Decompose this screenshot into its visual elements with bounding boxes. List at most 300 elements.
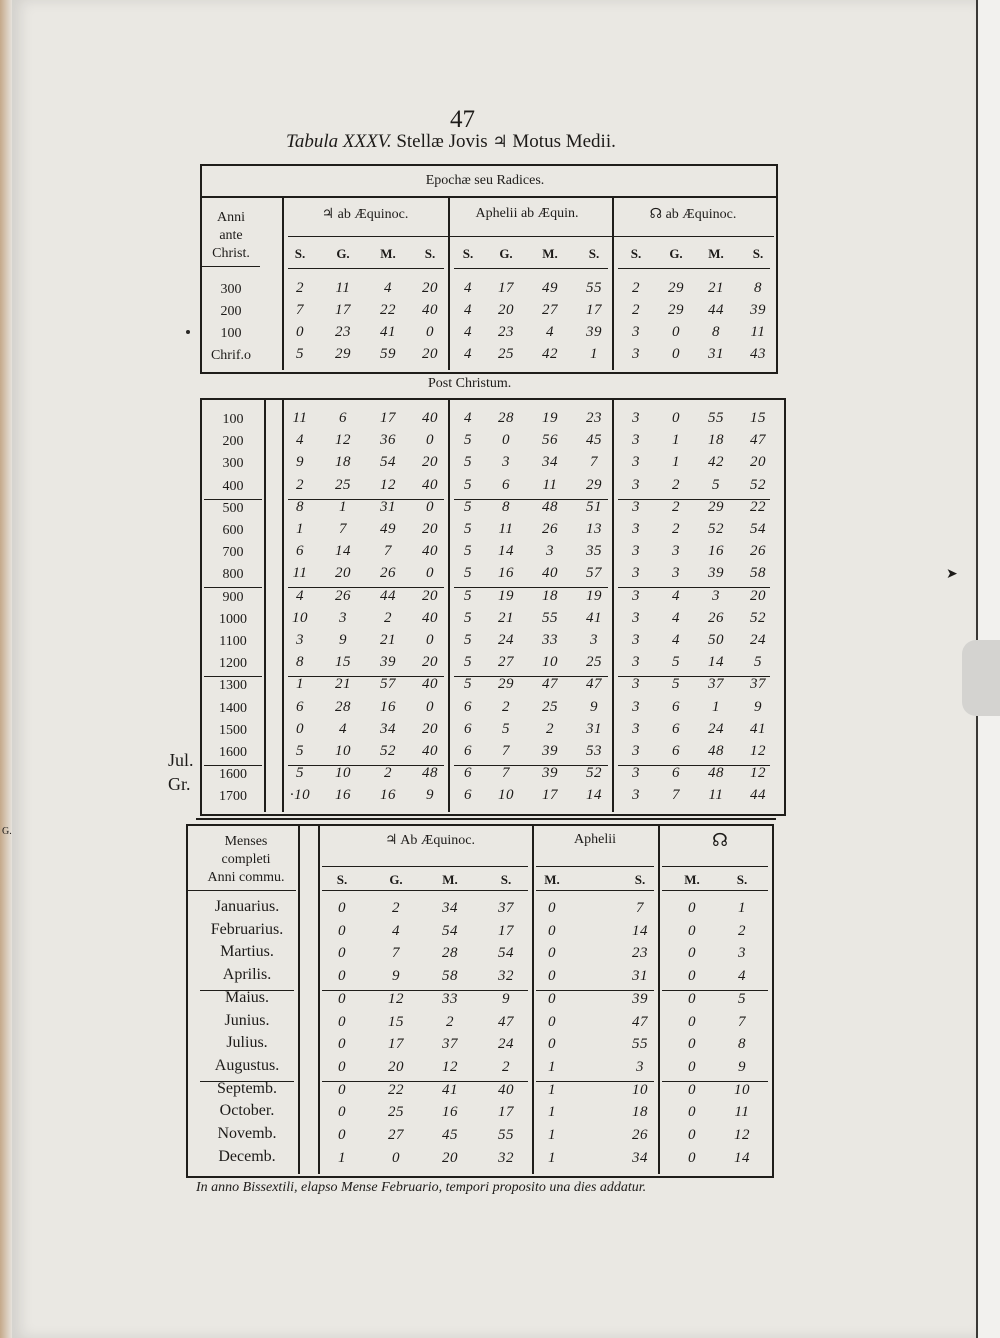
value-cell: 3 xyxy=(632,454,640,471)
value-cell: 40 xyxy=(422,410,438,426)
value-cell: 10 xyxy=(632,1081,648,1098)
value-cell: 0 xyxy=(296,324,304,340)
value-cell: 55 xyxy=(708,410,724,426)
value-cell: 6 xyxy=(672,765,680,782)
value-cell: 36 xyxy=(380,432,396,449)
value-cell: 5 xyxy=(502,720,510,737)
year-label: 100 xyxy=(222,412,244,427)
value-cell: 52 xyxy=(750,476,766,493)
value-cell: 0 xyxy=(688,945,696,962)
value-cell: 0 xyxy=(426,498,434,515)
value-cell: 27 xyxy=(388,1127,404,1143)
unit-header: S. xyxy=(630,246,642,261)
month-label: Aprilis. xyxy=(222,966,272,984)
value-cell: 1 xyxy=(548,1149,556,1166)
value-cell: 48 xyxy=(422,765,438,782)
page-number: 47 xyxy=(450,106,475,133)
jupiter-group-header: ♃ ab Æquinoc. xyxy=(321,207,409,222)
value-cell: 20 xyxy=(422,280,438,296)
value-cell: 47 xyxy=(586,676,602,693)
value-cell: 0 xyxy=(688,990,696,1007)
value-cell: 21 xyxy=(380,632,396,648)
rule xyxy=(536,866,654,867)
value-cell: 3 xyxy=(632,743,640,759)
year-label: 200 xyxy=(222,434,244,450)
unit-header: M. xyxy=(708,246,724,261)
value-cell: 4 xyxy=(464,302,472,318)
value-cell: 47 xyxy=(750,432,766,449)
value-cell: 5 xyxy=(296,346,304,362)
value-cell: 1 xyxy=(712,698,720,715)
footnote: In anno Bissextili, elapso Mense Februario, tempori proposito una dies addatur. xyxy=(196,1180,647,1195)
value-cell: 14 xyxy=(498,543,514,560)
unit-header: M. xyxy=(442,872,458,887)
value-cell: 40 xyxy=(422,476,438,493)
value-cell: 54 xyxy=(750,521,766,537)
value-cell: 23 xyxy=(498,324,514,340)
value-cell: 8 xyxy=(754,280,762,296)
value-cell: 47 xyxy=(498,1013,514,1030)
value-cell: 3 xyxy=(632,498,640,515)
value-cell: 45 xyxy=(442,1127,458,1143)
value-cell: 3 xyxy=(632,765,640,782)
value-cell: 6 xyxy=(464,765,472,782)
value-cell: 11 xyxy=(292,565,308,582)
value-cell: 9 xyxy=(339,632,347,648)
value-cell: 14 xyxy=(586,787,602,804)
rule xyxy=(322,866,528,867)
unit-header: S. xyxy=(752,246,764,261)
rule xyxy=(612,400,614,812)
post-caption: Post Christum. xyxy=(428,376,512,391)
rule xyxy=(288,268,444,269)
value-cell: 0 xyxy=(338,945,346,962)
value-cell: 39 xyxy=(632,990,648,1007)
year-label: 900 xyxy=(222,589,244,605)
value-cell: 22 xyxy=(388,1081,404,1098)
month-label: Novemb. xyxy=(217,1125,277,1142)
value-cell: 17 xyxy=(542,787,558,804)
value-cell: 37 xyxy=(498,900,514,916)
value-cell: 2 xyxy=(672,521,680,537)
value-cell: 17 xyxy=(498,922,514,939)
year-label: Chrif.o xyxy=(210,348,252,363)
value-cell: 0 xyxy=(688,1127,696,1143)
value-cell: 29 xyxy=(708,498,724,515)
value-cell: 49 xyxy=(542,280,558,296)
value-cell: 1 xyxy=(548,1058,556,1075)
value-cell: 7 xyxy=(339,521,347,537)
aphelii-group-header: Aphelii ab Æquin. xyxy=(475,206,579,221)
month-label: Martius. xyxy=(220,943,274,961)
value-cell: 52 xyxy=(380,743,396,759)
value-cell: 3 xyxy=(546,543,554,560)
year-label: 1200 xyxy=(219,656,247,672)
value-cell: 3 xyxy=(712,587,720,604)
unit-header: G. xyxy=(336,246,350,261)
year-label: 1600 xyxy=(219,767,247,783)
year-label: 200 xyxy=(220,304,242,319)
value-cell: 1 xyxy=(590,346,598,362)
value-cell: 34 xyxy=(442,900,458,916)
value-cell: 4 xyxy=(464,324,472,340)
value-cell: 5 xyxy=(464,432,472,449)
value-cell: 4 xyxy=(392,922,400,939)
menses-label: Menses xyxy=(224,834,268,849)
value-cell: 6 xyxy=(464,720,472,737)
value-cell: 8 xyxy=(296,654,304,671)
month-label: Decemb. xyxy=(218,1147,276,1165)
title-motus: Motus Medii. xyxy=(512,131,616,152)
rule xyxy=(318,826,320,1174)
value-cell: 21 xyxy=(335,676,351,693)
value-cell: 37 xyxy=(442,1036,458,1053)
value-cell: 8 xyxy=(738,1036,746,1053)
year-label: 100 xyxy=(220,326,242,341)
value-cell: 3 xyxy=(502,454,510,471)
value-cell: 20 xyxy=(498,302,514,318)
value-cell: 24 xyxy=(708,720,724,737)
value-cell: 11 xyxy=(708,787,724,804)
value-cell: 2 xyxy=(392,900,400,916)
value-cell: 2 xyxy=(546,720,554,737)
value-cell: 4 xyxy=(672,609,680,626)
value-cell: 5 xyxy=(464,654,472,671)
value-cell: 8 xyxy=(502,498,510,515)
value-cell: 0 xyxy=(338,1127,346,1143)
value-cell: 21 xyxy=(708,280,724,296)
value-cell: 7 xyxy=(738,1013,746,1030)
value-cell: 32 xyxy=(498,968,514,985)
value-cell: 0 xyxy=(688,922,696,939)
value-cell: 0 xyxy=(338,968,346,985)
value-cell: 3 xyxy=(636,1058,644,1075)
value-cell: 0 xyxy=(338,922,346,939)
completi-label: completi xyxy=(221,852,271,867)
value-cell: 0 xyxy=(392,1149,400,1166)
value-cell: 6 xyxy=(672,698,680,715)
value-cell: 20 xyxy=(422,454,438,471)
value-cell: 5 xyxy=(738,990,746,1007)
value-cell: 42 xyxy=(542,346,558,362)
value-cell: 52 xyxy=(750,609,766,626)
value-cell: 28 xyxy=(442,945,458,962)
rule xyxy=(662,890,768,891)
value-cell: 31 xyxy=(708,346,724,362)
value-cell: 1 xyxy=(296,676,304,693)
value-cell: 7 xyxy=(502,765,510,782)
value-cell: 4 xyxy=(546,324,554,340)
value-cell: 10 xyxy=(734,1081,750,1098)
value-cell: 10 xyxy=(335,765,351,782)
value-cell: 16 xyxy=(380,698,396,715)
value-cell: 7 xyxy=(502,743,510,759)
value-cell: 18 xyxy=(335,454,351,471)
value-cell: 1 xyxy=(548,1104,556,1121)
value-cell: 0 xyxy=(426,698,434,715)
month-label: Junius. xyxy=(224,1011,270,1029)
value-cell: 26 xyxy=(750,543,766,560)
value-cell: 14 xyxy=(734,1149,750,1166)
value-cell: 41 xyxy=(442,1081,458,1098)
value-cell: 13 xyxy=(586,521,602,537)
value-cell: 25 xyxy=(542,698,558,715)
value-cell: 3 xyxy=(632,476,640,493)
value-cell: 16 xyxy=(442,1104,458,1121)
value-cell: 12 xyxy=(750,765,766,782)
margin-letter: G. xyxy=(2,826,12,837)
value-cell: 16 xyxy=(380,787,396,804)
epochae-caption: Epochæ seu Radices. xyxy=(425,173,545,188)
rule xyxy=(454,268,608,269)
value-cell: 3 xyxy=(296,632,304,648)
value-cell: 24 xyxy=(498,1036,514,1053)
value-cell: 52 xyxy=(586,765,602,782)
value-cell: 3 xyxy=(632,698,640,715)
value-cell: 3 xyxy=(672,543,680,560)
value-cell: 20 xyxy=(442,1149,458,1166)
value-cell: 47 xyxy=(632,1013,648,1030)
value-cell: 41 xyxy=(380,324,396,340)
value-cell: 56 xyxy=(542,432,558,449)
value-cell: 43 xyxy=(750,346,766,362)
value-cell: 1 xyxy=(548,1081,556,1098)
value-cell: 55 xyxy=(542,609,558,626)
month-label: Maius. xyxy=(225,988,269,1006)
unit-header: S. xyxy=(294,246,306,261)
value-cell: 5 xyxy=(464,587,472,604)
value-cell: 12 xyxy=(380,476,396,493)
value-cell: 3 xyxy=(339,609,347,626)
value-cell: 57 xyxy=(586,565,602,582)
value-cell: 3 xyxy=(632,521,640,537)
value-cell: 5 xyxy=(464,521,472,537)
value-cell: 3 xyxy=(590,632,598,648)
value-cell: 25 xyxy=(388,1104,404,1121)
value-cell: 6 xyxy=(464,698,472,715)
margin-dot xyxy=(186,330,190,334)
unit-header: S. xyxy=(424,246,436,261)
value-cell: 25 xyxy=(335,476,351,493)
value-cell: 0 xyxy=(548,900,556,916)
unit-header: M. xyxy=(544,872,560,887)
value-cell: 19 xyxy=(498,587,514,604)
value-cell: 20 xyxy=(422,346,438,362)
rule xyxy=(536,890,654,891)
value-cell: 3 xyxy=(672,565,680,582)
value-cell: 20 xyxy=(335,565,351,582)
value-cell: 3 xyxy=(632,565,640,582)
value-cell: 17 xyxy=(335,302,351,318)
value-cell: 9 xyxy=(426,787,434,804)
value-cell: 0 xyxy=(548,990,556,1007)
rule xyxy=(204,765,262,766)
value-cell: 1 xyxy=(296,521,304,537)
value-cell: 0 xyxy=(548,922,556,939)
value-cell: 0 xyxy=(688,1036,696,1053)
rule xyxy=(658,826,660,1174)
value-cell: 6 xyxy=(296,698,304,715)
value-cell: 16 xyxy=(708,543,724,560)
value-cell: 2 xyxy=(296,280,304,296)
value-cell: 1 xyxy=(672,432,680,449)
value-cell: 41 xyxy=(750,720,766,737)
value-cell: 0 xyxy=(338,990,346,1007)
value-cell: 2 xyxy=(738,922,746,939)
rule xyxy=(188,890,296,891)
value-cell: 39 xyxy=(542,743,558,759)
value-cell: 48 xyxy=(708,743,724,759)
value-cell: 55 xyxy=(498,1127,514,1143)
value-cell: 15 xyxy=(388,1013,404,1030)
value-cell: 22 xyxy=(750,498,766,515)
value-cell: 0 xyxy=(548,1036,556,1053)
title-tabula: Tabula XXXV. xyxy=(286,131,392,152)
rule xyxy=(322,890,528,891)
value-cell: 26 xyxy=(542,521,558,537)
value-cell: 12 xyxy=(335,432,351,449)
rule xyxy=(662,866,768,867)
value-cell: 11 xyxy=(335,280,351,296)
value-cell: 18 xyxy=(542,587,558,604)
value-cell: 19 xyxy=(542,410,558,426)
value-cell: 8 xyxy=(296,498,304,515)
value-cell: 2 xyxy=(632,280,640,296)
value-cell: 5 xyxy=(464,543,472,560)
value-cell: 28 xyxy=(498,410,514,426)
unit-header: M. xyxy=(684,872,700,887)
value-cell: 0 xyxy=(688,900,696,916)
year-label: 400 xyxy=(222,478,244,494)
value-cell: 55 xyxy=(586,280,602,296)
value-cell: 6 xyxy=(464,787,472,804)
value-cell: 8 xyxy=(712,324,720,340)
value-cell: 4 xyxy=(339,720,347,737)
value-cell: 20 xyxy=(422,587,438,604)
value-cell: 2 xyxy=(446,1013,454,1030)
value-cell: 0 xyxy=(502,432,510,449)
value-cell: 49 xyxy=(380,521,396,537)
value-cell: 6 xyxy=(672,720,680,737)
value-cell: 20 xyxy=(422,720,438,737)
value-cell: 23 xyxy=(335,324,351,340)
month-label: October. xyxy=(219,1102,275,1120)
value-cell: 15 xyxy=(750,410,766,426)
value-cell: 17 xyxy=(498,1104,514,1121)
value-cell: 51 xyxy=(586,498,602,515)
value-cell: 3 xyxy=(738,945,746,962)
value-cell: 20 xyxy=(422,654,438,671)
value-cell: 2 xyxy=(384,765,392,782)
month-label: Septemb. xyxy=(217,1079,277,1097)
value-cell: 44 xyxy=(380,587,396,604)
value-cell: 54 xyxy=(498,945,514,962)
value-cell: 40 xyxy=(422,743,438,759)
value-cell: 24 xyxy=(750,632,766,648)
value-cell: 2 xyxy=(672,476,680,493)
value-cell: 5 xyxy=(672,654,680,671)
value-cell: 9 xyxy=(754,698,762,715)
value-cell: 47 xyxy=(542,676,558,693)
value-cell: 5 xyxy=(296,765,304,782)
value-cell: 3 xyxy=(632,609,640,626)
christ-label: Christ. xyxy=(212,246,250,261)
value-cell: 5 xyxy=(712,476,720,493)
value-cell: 0 xyxy=(672,346,680,362)
value-cell: 2 xyxy=(672,498,680,515)
value-cell: 7 xyxy=(590,454,598,471)
value-cell: 7 xyxy=(384,543,392,560)
value-cell: 2 xyxy=(632,302,640,318)
value-cell: 29 xyxy=(668,280,684,296)
value-cell: 3 xyxy=(632,432,640,449)
value-cell: 34 xyxy=(632,1149,648,1166)
title-stellae: Stellæ Jovis xyxy=(396,131,488,152)
value-cell: 34 xyxy=(380,720,396,737)
value-cell: 26 xyxy=(335,587,351,604)
value-cell: 5 xyxy=(464,632,472,648)
page-title xyxy=(286,131,616,153)
year-label: 1700 xyxy=(219,789,247,805)
value-cell: 3 xyxy=(632,787,640,804)
value-cell: 40 xyxy=(542,565,558,582)
value-cell: 20 xyxy=(422,521,438,537)
unit-header: S. xyxy=(336,872,348,887)
value-cell: 11 xyxy=(542,476,558,493)
value-cell: 31 xyxy=(586,720,602,737)
value-cell: 53 xyxy=(586,743,602,759)
unit-header: S. xyxy=(462,246,474,261)
value-cell: 18 xyxy=(632,1104,648,1121)
value-cell: 28 xyxy=(335,698,351,715)
node-icon: ☊ xyxy=(712,830,728,850)
value-cell: 12 xyxy=(388,990,404,1007)
year-label: 1000 xyxy=(219,611,247,627)
value-cell: 11 xyxy=(498,521,514,537)
value-cell: 31 xyxy=(632,968,648,985)
value-cell: 14 xyxy=(708,654,724,671)
value-cell: 20 xyxy=(388,1058,404,1075)
value-cell: 5 xyxy=(464,498,472,515)
value-cell: 54 xyxy=(380,454,396,471)
value-cell: 6 xyxy=(339,410,347,426)
year-label: 1300 xyxy=(219,678,247,694)
value-cell: 48 xyxy=(542,498,558,515)
value-cell: 0 xyxy=(426,432,434,449)
value-cell: 40 xyxy=(422,609,438,626)
value-cell: 26 xyxy=(380,565,396,582)
value-cell: 39 xyxy=(708,565,724,582)
value-cell: 50 xyxy=(708,632,724,648)
value-cell: 2 xyxy=(296,476,304,493)
value-cell: 3 xyxy=(632,676,640,693)
value-cell: 0 xyxy=(338,1104,346,1121)
value-cell: ·10 xyxy=(289,787,311,804)
unit-header: G. xyxy=(669,246,683,261)
rule xyxy=(200,196,776,198)
value-cell: 42 xyxy=(708,454,724,471)
value-cell: 4 xyxy=(464,280,472,296)
value-cell: 1 xyxy=(672,454,680,471)
value-cell: 16 xyxy=(335,787,351,804)
unit-header: S. xyxy=(588,246,600,261)
value-cell: 6 xyxy=(672,743,680,759)
value-cell: 11 xyxy=(750,324,766,340)
rule xyxy=(204,676,262,677)
value-cell: 40 xyxy=(422,543,438,560)
value-cell: 0 xyxy=(296,720,304,737)
value-cell: 52 xyxy=(708,521,724,537)
